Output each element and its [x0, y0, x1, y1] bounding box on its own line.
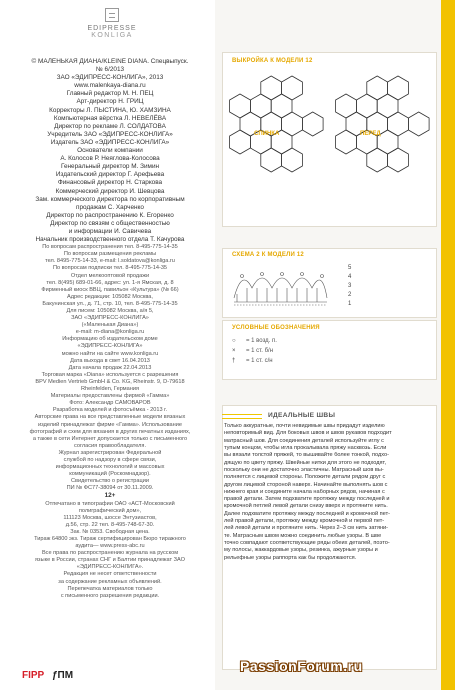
hexagon-cell — [377, 94, 398, 118]
hexagon-cell — [388, 148, 409, 172]
imprint-small-line: Для писем: 105082 Москва, а/я 5, — [66, 308, 154, 314]
pattern-title: ВЫКРОЙКА К МОДЕЛИ 12 — [232, 58, 313, 64]
imprint-small-line: «ЭДИПРЕСС-КОНЛИГА» — [77, 343, 143, 350]
scheme-row-number: 4 — [348, 274, 352, 280]
logo-brand: EDIPRESSE — [87, 25, 137, 32]
hexagon-cell — [356, 94, 377, 118]
seams-text-line: правой детали. Затем подхватите протяжку между последней и — [224, 496, 390, 503]
imprint-small-line: фотографий и схем для вязания в других печатных изданиях, — [29, 428, 191, 435]
seams-text-line: дящую по цвету пряжу. Швейные нитки для этого не подходят, — [224, 459, 386, 466]
legend-text: = 1 ст. с/н — [246, 358, 273, 364]
scheme-row-number: 1 — [348, 301, 352, 307]
scheme-row-number: 2 — [348, 292, 352, 298]
imprint-small-line: BPV Medien Vertrieb GmbH & Co. KG, Rheinstr. 9, D-79618 — [35, 378, 185, 385]
imprint-line: Издательский директор Г. Арефьева — [55, 171, 165, 179]
imprint-small-line: Авторские права на все представленные модели вязаных — [34, 414, 186, 421]
seams-text-line: точно совпадают соответствующие ряды обеих деталей, поэто- — [224, 540, 390, 546]
hexagon-cell — [408, 112, 429, 136]
legend-row — [232, 338, 277, 344]
imprint-small-line: ПИ № ФС77-38094 от 30.11.2009. — [66, 485, 154, 492]
imprint-line: © МАЛЕНЬКАЯ ДИАНА/KLEINE DIANA. Спецвыпуск. — [31, 58, 189, 65]
hexagon-cell — [261, 148, 282, 172]
imprint-small-line: ЗАО «ЭДИПРЕСС-КОНЛИГА» — [71, 315, 149, 322]
imprint-line: www.malenkaya-diana.ru — [74, 82, 146, 90]
legend-symbol: † — [232, 358, 236, 364]
imprint-small-line: согласия правообладателя. — [74, 442, 146, 449]
imprint-small-line: Rheinfelden, Германия — [80, 386, 140, 393]
legend-row — [232, 358, 273, 364]
imprint-small-line: Торговая марка «Diana» используется с разрешения — [41, 371, 179, 378]
legend-symbol: × — [232, 348, 236, 354]
imprint-line: Издатель ЗАО «ЭДИПРЕСС-КОНЛИГА» — [50, 138, 170, 146]
legend-text: = 1 возд. п. — [246, 338, 277, 344]
imprint-small-line: тел. 8(495) 689-01-66, адрес: ул. 1-я Ямская, д. 8 — [46, 279, 174, 286]
scheme-row-number: 5 — [348, 265, 352, 271]
imprint-line: и информации И. Савичева — [68, 227, 152, 235]
imprint-line: Корректоры Л. ПЫСТИНА, Ю. ХАМЗИНА — [49, 106, 171, 114]
imprint-line: Основатели компании — [77, 147, 143, 155]
imprint-small-line: Информацию об издательском доме — [62, 336, 158, 343]
hexagon-cell — [271, 94, 292, 118]
imprint-small-line: Дата выхода в свет 16.04.2013 — [70, 357, 150, 364]
seams-text-line: Далее подхватите протяжку между последней и кромочной пет- — [224, 510, 391, 517]
imprint-small-line: за содержание рекламных объявлений. — [58, 578, 162, 585]
imprint-small-line: Отдел мелкооптовой продажи — [70, 272, 150, 279]
edipresse-logo-icon — [105, 8, 119, 22]
legend-symbol: ○ — [232, 338, 236, 344]
watermark: PassionForum.ru — [240, 658, 363, 674]
imprint-small-line: Зак. № 0353. Свободная цена. — [70, 528, 150, 535]
imprint-line: № 6/2013 — [95, 66, 125, 74]
seams-body — [224, 423, 434, 562]
imprint-small-line: Журнал зарегистрирован Федеральной — [58, 449, 162, 456]
imprint-small-line: «ЭДИПРЕСС-КОНЛИГА». — [76, 564, 144, 571]
imprint-small-line: Редакция не несет ответственности — [63, 571, 157, 578]
imprint-small-line: Тираж 64800 экз. Тираж сертифицирован Бюро тиражного — [34, 536, 186, 542]
seams-text-line: полняется с лицевой стороны. Положите детали рядом друг с — [224, 474, 386, 481]
hexagon-cell — [282, 148, 303, 172]
imprint-small-line: аудита— www.press-abc.ru — [75, 543, 145, 550]
seams-text-line: му полосы, жаккардовые узоры, резинка, ажурные узоры и — [224, 547, 378, 554]
seams-text-line: вы вязали толстой пряжей, то вышивайте более тонкой, подхо- — [224, 452, 389, 459]
imprint-small-line: 12+ — [104, 492, 116, 500]
imprint-small-line: Дата начала продаж 22.04.2013 — [68, 364, 152, 371]
crochet-scheme-diagram — [232, 258, 342, 308]
imprint-small-line: По вопросам размещения рекламы — [63, 251, 157, 258]
imprint-line: Главный редактор М. Н. ПЕЦ — [66, 90, 154, 98]
imprint-small-line: 111123 Москва, шоссе Энтузиастов, — [63, 514, 157, 521]
imprint-small-line: д.56, стр. 22 тел. 8-495-748-67-30. — [65, 521, 155, 528]
imprint-line: А. Колосов Р. Неяглова-Колосова — [60, 155, 160, 163]
imprint-small-line: («Маленькая Диана») — [81, 322, 139, 329]
imprint-line: Директор по связям с общественностью — [50, 219, 170, 227]
front-label: ПЕРЕД — [360, 131, 381, 137]
seams-text-line: тупым концом, чтобы игла прокалывала пряжу насквозь. Если — [224, 444, 387, 451]
fipp-logo: FIPP — [22, 670, 45, 681]
seams-text-line: лей правой детали, протяжку между кромочной и первой пет- — [224, 518, 385, 525]
imprint-small-line: Фирменный киоск ВВЦ, павильон «Культура» (№ 66) — [41, 286, 179, 293]
seams-text-line: нижнего края и соедините начала наборных рядов, начиная с — [224, 488, 385, 495]
logo-sub: KONLIGA — [91, 32, 133, 39]
seams-text-line: рельефные узоры раппорта как бы продолжаются. — [224, 554, 357, 561]
imprint-line: Учредитель ЗАО «ЭДИПРЕСС-КОНЛИГА» — [47, 130, 173, 138]
imprint-block — [10, 58, 210, 600]
hexagon-cell — [282, 112, 303, 136]
legend-text: = 1 ст. б/н — [246, 348, 274, 354]
imprint-line: продажам С. Харченко — [76, 203, 144, 211]
hexagon-cell — [230, 130, 251, 154]
legend-title: УСЛОВНЫЕ ОБОЗНАЧЕНИЯ — [232, 325, 320, 331]
imprint-line: Коммерческий директор И. Шевцова — [55, 187, 165, 195]
imprint-small-line: а также в сети Интернет допускается только с письменного — [32, 435, 188, 442]
seams-text-line: лей левой детали и протяните нить. Через 2–3 см нить затяни- — [224, 525, 389, 532]
hexagon-cell — [302, 112, 323, 136]
hexagon-cell — [388, 112, 409, 136]
hexagon-cell — [250, 94, 271, 118]
imprint-small-line: тел. 8495-775-14-33, e-mail: l.soldatova@konliga.ru — [45, 258, 175, 265]
seams-text-line: неповторимый вид. Для боковых швов и швов рукавов подходит — [224, 430, 392, 437]
imprint-small-line: Свидетельство о регистрации — [71, 478, 149, 485]
seams-text-line: кромочной петлей левой детали снизу вверх и протяните нить. — [224, 503, 388, 510]
imprint-line: Генеральный директор М. Зимин — [60, 163, 160, 171]
hexagon-cell — [367, 76, 388, 100]
hexagon-cell — [282, 76, 303, 100]
hexagon-cell — [388, 76, 409, 100]
imprint-small-line: информационных технологий и массовых — [55, 464, 165, 471]
seams-text-line: Только аккуратные, почти невидимые швы придадут изделию — [224, 423, 385, 429]
imprint-small-line: можно найти на сайте www.konliga.ru — [61, 350, 159, 357]
imprint-small-line: Разработка моделей и фотосъёмка - 2013 г. — [52, 407, 168, 414]
imprint-small-line: коммуникаций (Роскомнадзор). — [69, 471, 151, 478]
imprint-line: Начальник производственного отдела Т. Качурова — [35, 236, 185, 244]
imprint-small-line: Фото: Александр САМОВАРОВ — [69, 400, 151, 407]
hexagon-pattern-diagram — [222, 60, 437, 230]
imprint-small-line: По вопросам подписки тел. 8-495-775-14-35 — [52, 265, 168, 272]
imprint-small-line: полиграфический дом», — [78, 507, 142, 514]
akp-logo: ƒПМ — [52, 670, 74, 681]
imprint-small-line: Материалы предоставлены фирмой «Гамма» — [50, 393, 170, 400]
imprint-small-line: с письменного разрешения редакции. — [60, 592, 160, 599]
seams-text-line: матрасный шов. Для соединения деталей используйте иглу с — [224, 437, 384, 444]
publisher-logo — [87, 8, 137, 39]
scheme-title: СХЕМА 2 К МОДЕЛИ 12 — [232, 252, 304, 258]
yellow-edge-strip — [441, 0, 455, 690]
imprint-small-line: Бакунинская ул., д. 71, стр. 10, тел. 8-495-775-14-35 — [42, 300, 178, 307]
imprint-small-line: Отпечатано в типографии ОАО «АСТ-Московский — [45, 500, 175, 507]
imprint-line: Арт-директор Н. ГРИЦ — [76, 98, 144, 106]
hexagon-cell — [261, 76, 282, 100]
hexagon-cell — [336, 130, 357, 154]
imprint-small-line: Все права по распространению журнала на русском — [41, 550, 179, 557]
hexagon-cell — [336, 94, 357, 118]
seams-text-line: другом лицевой стороной наверх. Начинайте выполнять шов с — [224, 481, 388, 488]
imprint-line: Финансовый директор Н. Старкова — [57, 179, 163, 187]
scheme-row-number: 3 — [348, 283, 352, 289]
imprint-small-line: языке в России, странах СНГ и Балтии принадлежат ЗАО — [35, 557, 185, 564]
imprint-line: Зам. коммерческого директора по корпоративным — [35, 195, 185, 203]
legend-row — [232, 348, 273, 354]
hexagon-cell — [367, 148, 388, 172]
imprint-small-line: e-mail: m-diana@konliga.ru — [75, 329, 145, 336]
seams-text-line: поскольку они не достаточно эластичны. Матрасный шов вы- — [224, 466, 384, 473]
imprint-small-line: изделий принадлежат фирме «Гамма». Использование — [38, 421, 182, 428]
seams-title: ИДЕАЛЬНЫЕ ШВЫ — [268, 412, 336, 419]
imprint-line: Компьютерная вёрстка Л. НЕВЕЛЁВА — [53, 114, 167, 122]
imprint-small-line: Адрес редакции: 105082 Москва, — [67, 293, 153, 300]
hexagon-cell — [230, 94, 251, 118]
back-label: СПИНКА — [254, 131, 280, 137]
imprint-line: Директор по распространению К. Егоренко — [46, 211, 174, 219]
seams-decor-stripe — [222, 414, 262, 419]
imprint-small-line: По вопросам распространения тел. 8-495-775-14-35 — [42, 244, 178, 251]
imprint-small-line: службой по надзору в сфере связи, — [63, 456, 157, 463]
imprint-line: ЗАО «ЭДИПРЕСС-КОНЛИГА», 2013 — [56, 74, 164, 82]
seams-text-line: те. Матрасным швом можно соединить любые узоры. В шве — [224, 532, 382, 539]
imprint-small-line: Перепечатка материалов только — [67, 585, 153, 592]
footer-logos — [22, 670, 202, 684]
imprint-line: Директор по рекламе Л. СОЛДАТОВА — [54, 122, 166, 130]
